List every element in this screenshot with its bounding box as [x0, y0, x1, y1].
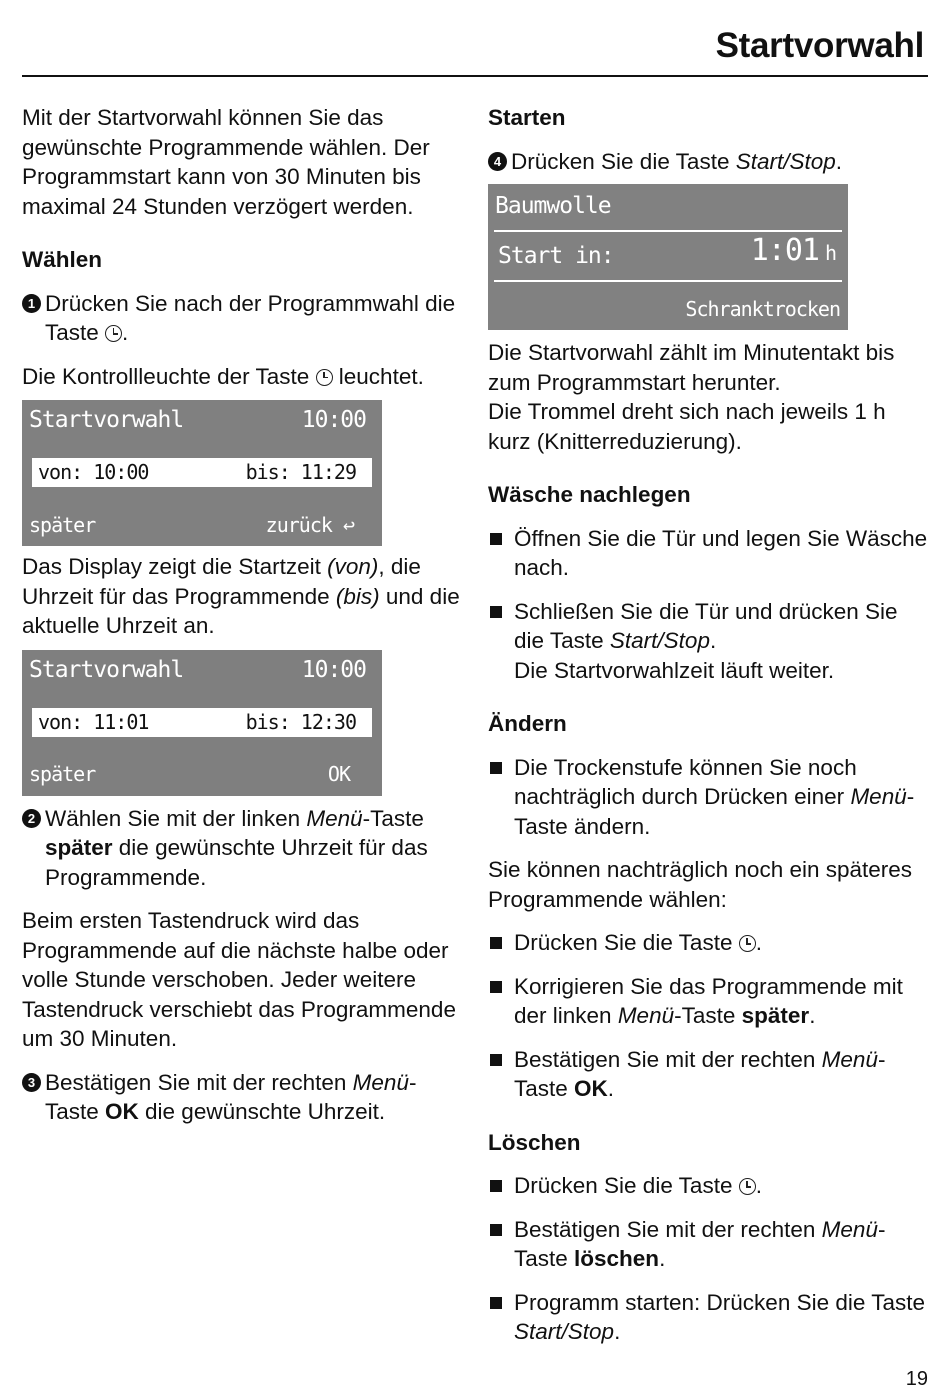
display-start-time: 1:01 h — [750, 233, 836, 268]
list-item: Öffnen Sie die Tür und legen Sie Wäsche nach. — [488, 524, 933, 583]
display-screen-3 — [488, 184, 848, 330]
list-item: Bestätigen Sie mit der rechten Menü-Taste löschen. — [488, 1215, 933, 1274]
section-heading-loeschen: Löschen — [488, 1129, 581, 1155]
section-heading-starten: Starten — [488, 105, 566, 130]
display-title: Startvorwahl — [29, 407, 184, 433]
display-from: von: 11:01 — [38, 709, 149, 734]
display-start-label: Start in: — [498, 243, 614, 269]
bullet-square — [490, 937, 502, 949]
left-column — [22, 103, 462, 1127]
display-divider — [494, 230, 842, 232]
clock-icon — [739, 935, 756, 952]
section-heading-waehlen: Wählen — [22, 247, 103, 272]
right-column — [488, 103, 933, 1347]
intro-paragraph: Mit der Startvorwahl können Sie das gewünschte Programmende wählen. Der Programmstart kann von 30 Minuten bis maximal 24 Stunden verzögert werden. — [22, 105, 430, 219]
shift-paragraph: Beim ersten Tastendruck wird das Programmende auf die nächste halbe oder volle Stunde verschoben. Jeder weitere Tastendruck verschiebt das Programmende um 30 Minuten. — [22, 908, 456, 1051]
display-title: Startvorwahl — [29, 656, 184, 683]
display-left-softkey: später — [29, 512, 96, 537]
bullet-square — [490, 1054, 502, 1066]
list-item: Bestätigen Sie mit der rechten Menü-Taste OK. — [488, 1045, 933, 1104]
display-screen-1 — [22, 400, 382, 546]
section-heading-aendern: Ändern — [488, 711, 567, 736]
bullet-square — [490, 606, 502, 618]
clock-icon — [316, 369, 333, 386]
display-program: Baumwolle — [495, 193, 611, 219]
list-item: Korrigieren Sie das Programmende mit der linken Menü-Taste später. — [488, 972, 933, 1031]
change-paragraph: Sie können nachträglich noch ein späteres Programmende wählen: — [488, 857, 913, 912]
display-time-range — [32, 708, 372, 737]
clock-icon — [105, 325, 122, 342]
step-number-3: 3 — [22, 1073, 41, 1092]
step-4-text: Drücken Sie die Taste Start/Stop. — [511, 148, 843, 174]
step-3 — [22, 1068, 462, 1127]
display-right-softkey: OK — [327, 762, 350, 786]
display-right-softkey: zurück ↩ — [265, 512, 354, 537]
list-item: Drücken Sie die Taste . — [488, 1171, 933, 1201]
title-rule — [22, 75, 928, 77]
display-divider — [494, 280, 842, 282]
step-1: 1 Drücken Sie nach der Programmwahl die Taste . — [22, 289, 462, 348]
display-from: von: 10:00 — [38, 460, 149, 484]
display-screen-2 — [22, 650, 382, 796]
drum-paragraph: Die Trommel dreht sich nach jeweils 1 h kurz (Knitterreduzierung). — [488, 399, 886, 454]
step-number-4: 4 — [488, 152, 507, 171]
bullet-square — [490, 533, 502, 545]
display-to: bis: 12:30 — [245, 709, 356, 734]
display-dry-level: Schranktrocken — [685, 296, 840, 321]
step-4 — [488, 147, 933, 177]
section-heading-nachlegen: Wäsche nachlegen — [488, 482, 691, 507]
list-item: Schließen Sie die Tür und drücken Sie die Taste Start/Stop. Die Startvorwahlzeit läuft weiter. — [488, 597, 933, 686]
page-number: 19 — [905, 1368, 928, 1390]
lamp-paragraph: Die Kontrollleuchte der Taste leuchtet. — [22, 363, 424, 389]
display-description: Das Display zeigt die Startzeit (von), die Uhrzeit für das Programmende (bis) und die aktuelle Uhrzeit an. — [22, 554, 460, 638]
bullet-square — [490, 762, 502, 774]
countdown-paragraph: Die Startvorwahl zählt im Minutentakt bis zum Programmstart herunter. — [488, 340, 895, 395]
display-to: bis: 11:29 — [245, 460, 356, 484]
step-number-2: 2 — [22, 809, 41, 828]
list-item: Programm starten: Drücken Sie die Taste Start/Stop. — [488, 1288, 933, 1347]
display-time-range — [32, 458, 372, 487]
list-item: Drücken Sie die Taste . — [488, 928, 933, 958]
step-1-text: Drücken Sie nach der Programmwahl die Taste — [45, 290, 456, 345]
display-clock: 10:00 — [301, 656, 366, 683]
step-3-text: Bestätigen Sie mit der rechten Menü-Taste OK die gewünschte Uhrzeit. — [45, 1069, 417, 1124]
bullet-square — [490, 1297, 502, 1309]
list-item: Die Trockenstufe können Sie noch nachträglich durch Drücken einer Menü-Taste ändern. — [488, 753, 933, 842]
display-left-softkey: später — [29, 762, 96, 786]
page-title: Startvorwahl — [715, 26, 924, 65]
display-clock: 10:00 — [301, 407, 366, 433]
bullet-square — [490, 1224, 502, 1236]
step-number-1: 1 — [22, 294, 41, 313]
bullet-square — [490, 1180, 502, 1192]
step-2-text: Wählen Sie mit der linken Menü-Taste später die gewünschte Uhrzeit für das Programmende. — [45, 805, 428, 890]
bullet-square — [490, 981, 502, 993]
step-2 — [22, 804, 462, 893]
clock-icon — [739, 1178, 756, 1195]
